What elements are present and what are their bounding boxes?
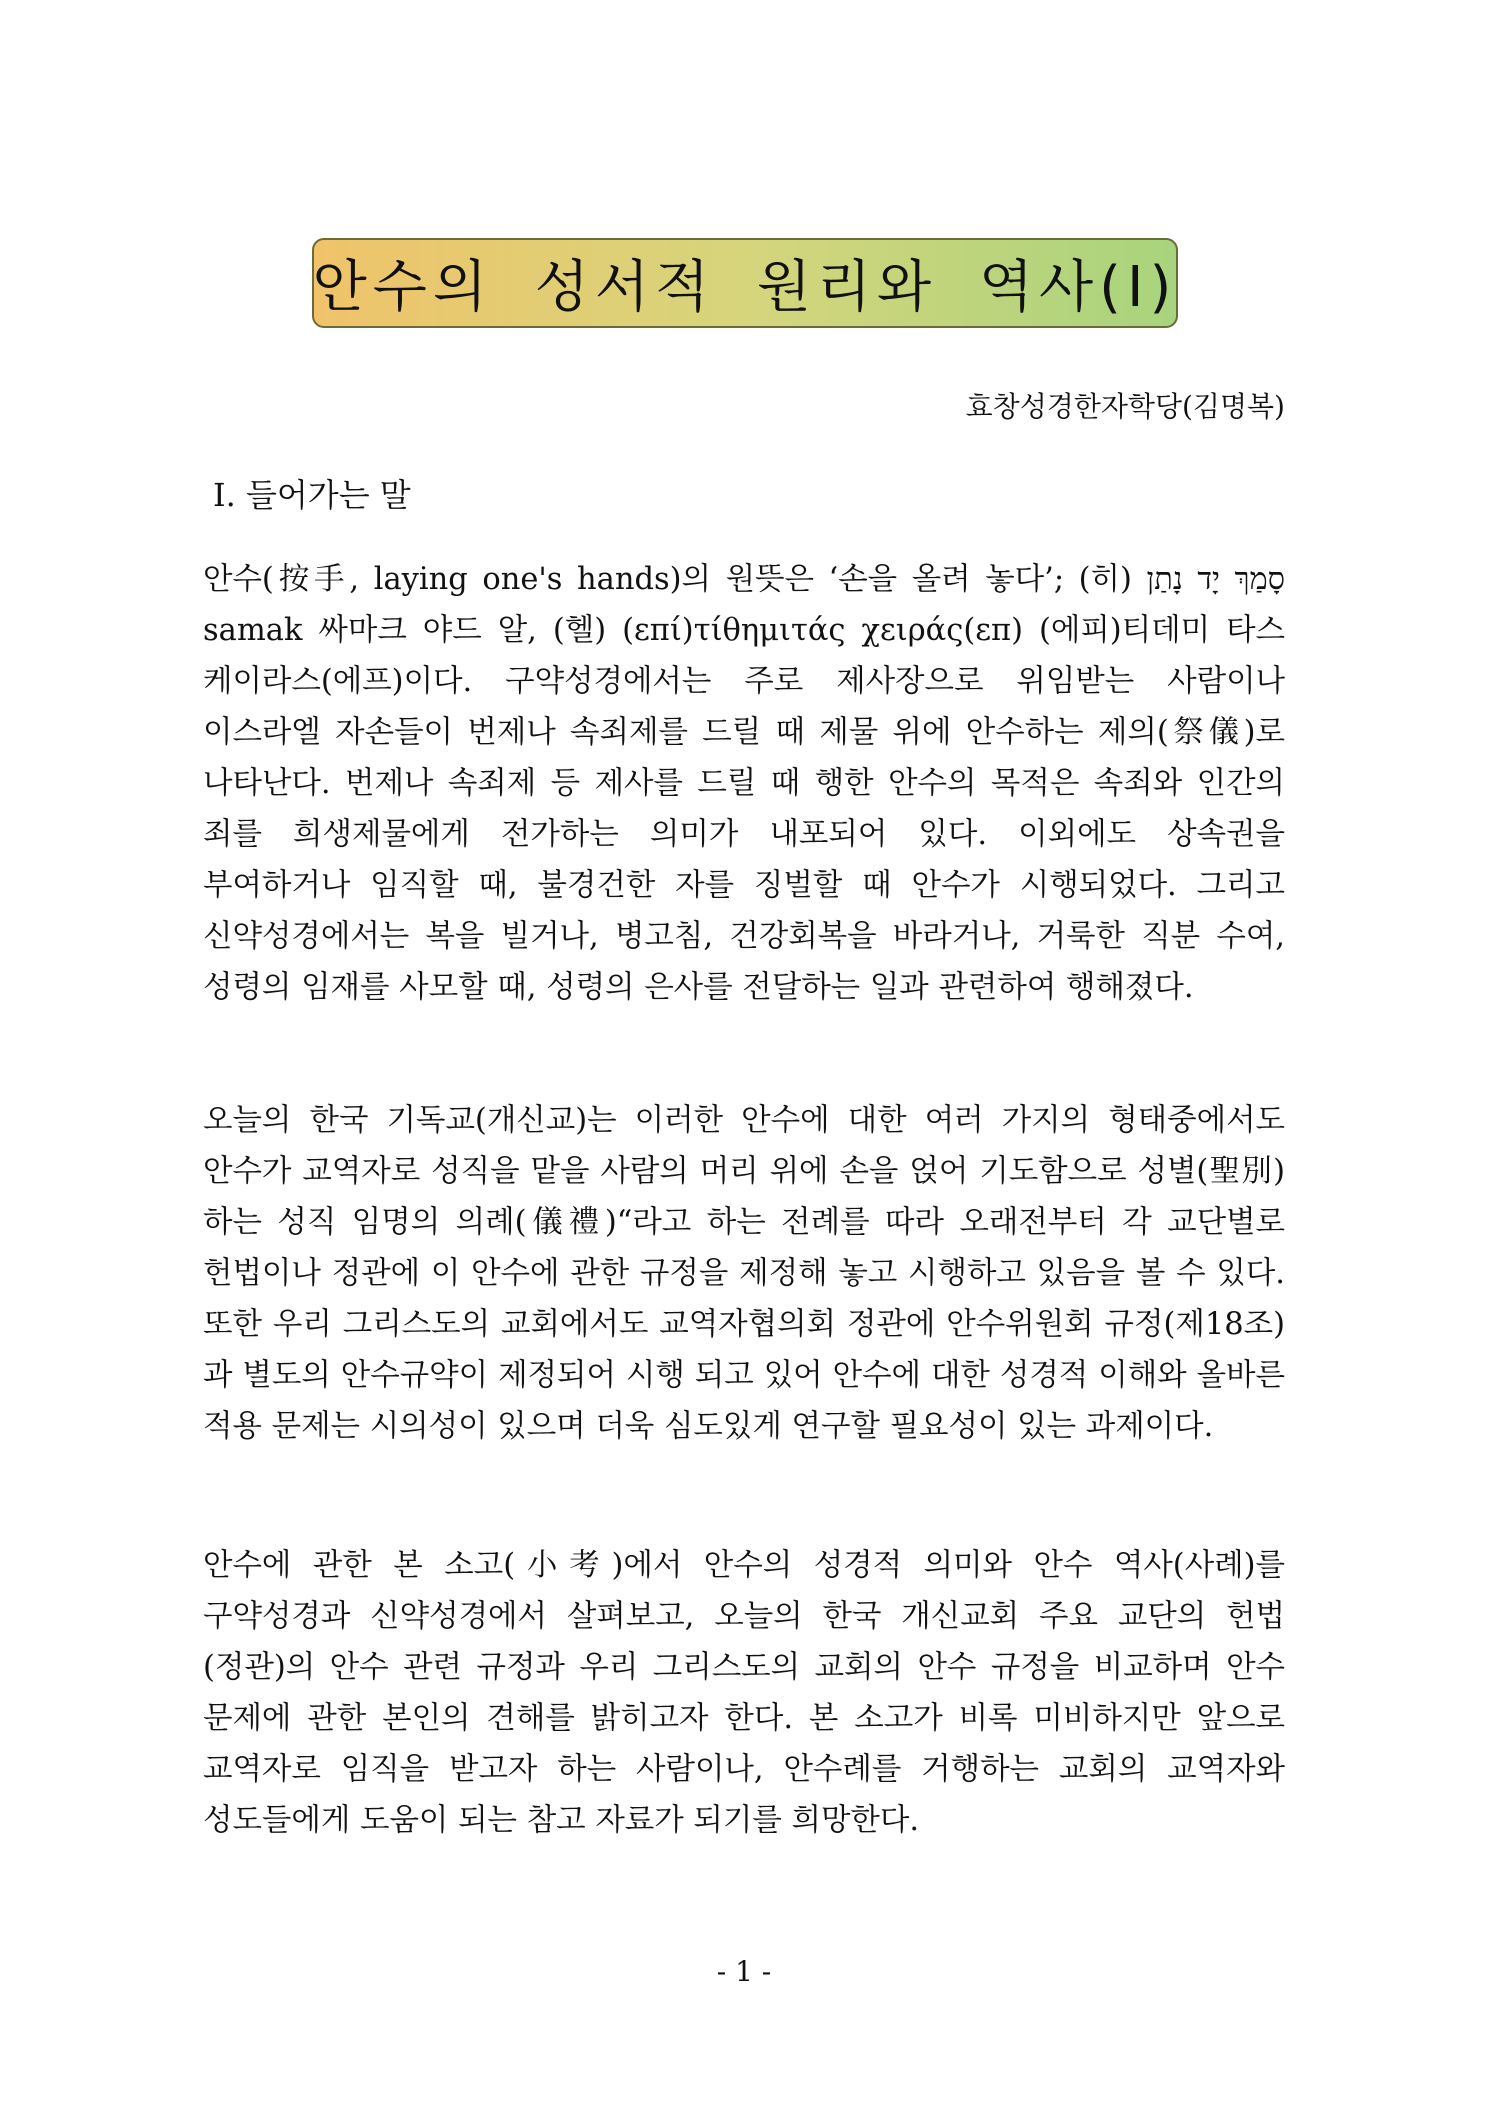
body-paragraph: 오늘의 한국 기독교(개신교)는 이러한 안수에 대한 여러 가지의 형태중에서도 안수가 교역자로 성직을 맡을 사람의 머리 위에 손을 얹어 기도함으로 성별(聖別)하는 성직 임명의 의례(儀禮)“라고 하는 전례를 따라 오래전부터 각 교단별로 헌법이나 정관에 이 안수에 관한 규정을 제정해 놓고 시행하고 있음을 볼 수 있다. 또한 우리 그리스도의 교회에서도 교역자협의회 정관에 안수위원회 규정(제18조)과 별도의 안수규약이 제정되어 시행 되고 있어 안수에 대한 성경적 이해와 올바른 적용 문제는 시의성이 있으며 더욱 심도있게 연구할 필요성이 있는 과제이다. bbox=[203, 1103, 1285, 1444]
author-line: 효창성경한자학당(김명복) bbox=[965, 390, 1285, 423]
title-banner bbox=[312, 238, 1178, 328]
page-number: - 1 - bbox=[716, 1955, 772, 1988]
body-paragraph: 안수(按手, laying one's hands)의 원뜻은 ‘손을 올려 놓다’; (히) יָד ‏נָתַן‎ סָמַךְ samak 싸마크 야드 알, (헬) (επί)τίθημιτάς χειράς(επ) (에피)티데미 타스 케이라스(에프)이다. 구약성경에서는 주로 제사장으로 위임받는 사람이나 이스라엘 자손들이 번제나 속죄제를 드릴 때 제물 위에 안수하는 제의(祭儀)로 나타난다. 번제나 속죄제 등 제사를 드릴 때 행한 안수의 목적은 속죄와 인간의 죄를 희생제물에게 전가하는 의미가 내포되어 있다. 이외에도 상속권을 부여하거나 임직할 때, 불경건한 자를 징벌할 때 안수가 시행되었다. 그리고 신약성경에서는 복을 빌거나, 병고침, 건강회복을 바라거나, 거룩한 직분 수여, 성령의 임재를 사모할 때, 성령의 은사를 전달하는 일과 관련하여 행해졌다. bbox=[203, 562, 1286, 1005]
document-title: 안수의 성서적 원리와 역사(Ⅰ) bbox=[312, 255, 1178, 320]
section-heading: Ⅰ. 들어가는 말 bbox=[213, 476, 411, 514]
body-paragraph: 안수에 관한 본 소고(小考)에서 안수의 성경적 의미와 안수 역사(사례)를 구약성경과 신약성경에서 살펴보고, 오늘의 한국 개신교회 주요 교단의 헌법(정관)의 안수 관련 규정과 우리 그리스도의 교회의 안수 규정을 비교하며 안수 문제에 관한 본인의 견해를 밝히고자 한다. 본 소고가 비록 미비하지만 앞으로 교역자로 임직을 받고자 하는 사람이나, 안수례를 거행하는 교회의 교역자와 성도들에게 도움이 되는 참고 자료가 되기를 희망한다. bbox=[203, 1548, 1285, 1838]
